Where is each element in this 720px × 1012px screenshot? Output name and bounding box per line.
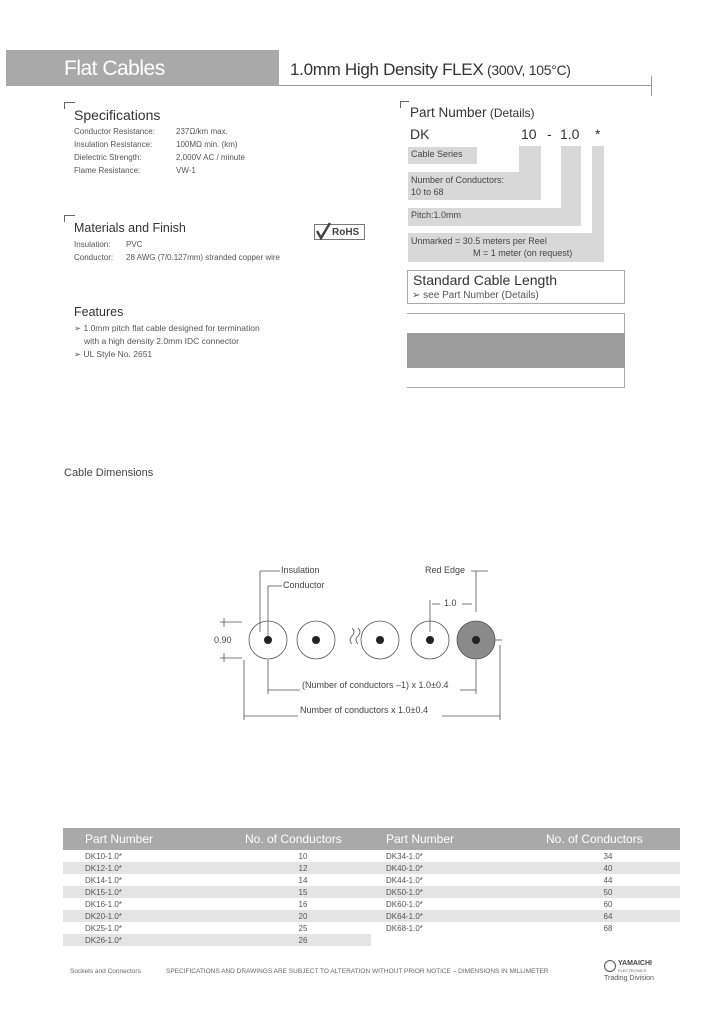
label-outer-formula: Number of conductors x 1.0±0.4 <box>300 705 429 715</box>
table-row: DK12-1.0* 12 <box>63 862 371 874</box>
col-conductors: No. of Conductors <box>235 828 371 850</box>
standard-length-note: ➢ see Part Number (Details) <box>412 290 539 301</box>
category-title: Flat Cables <box>64 57 165 80</box>
table-row: DK60-1.0* 60 <box>386 899 613 909</box>
code-pitch: 1.0 <box>560 126 580 142</box>
table-row: DK34-1.0* 34 <box>386 851 613 861</box>
label-red-edge: Red Edge <box>425 565 466 575</box>
break-symbol <box>350 628 360 644</box>
table-row: DK40-1.0* 40 <box>364 862 680 874</box>
conductor-dot <box>472 636 480 644</box>
conductor-dot <box>426 636 434 644</box>
spec-row: Insulation Resistance: 100MΩ min. (km) <box>74 140 238 149</box>
feature-item-continued: with a high density 2.0mm IDC connector <box>84 336 239 346</box>
table-row: DK50-1.0* 50 <box>364 886 680 898</box>
table-row: DK10-1.0* 10 <box>85 851 308 861</box>
footer-notice: SPECIFICATIONS AND DRAWINGS ARE SUBJECT TO ALTERATION WITHOUT PRIOR NOTICE – DIMENSIONS IN MILLIMETER <box>166 968 549 975</box>
table-row: DK68-1.0* 68 <box>386 923 613 933</box>
conductor-dot <box>376 636 384 644</box>
conductor-dot <box>312 636 320 644</box>
arrow-icon: ➢ <box>74 323 84 333</box>
code-conductors: 10 <box>521 126 537 142</box>
materials-title: Materials and Finish <box>74 221 186 235</box>
table-row: DK64-1.0* 64 <box>364 910 680 922</box>
cable-series-box: Cable Series <box>408 147 477 164</box>
col-part-number: Part Number <box>63 828 235 850</box>
product-main: 1.0mm High Density FLEX <box>290 60 484 79</box>
label-inner-formula: (Number of conductors –1) x 1.0±0.4 <box>302 680 449 690</box>
table-row: DK26-1.0* 26 <box>63 934 371 946</box>
conductor-dot <box>264 636 272 644</box>
length-option-box: Unmarked = 30.5 meters per Reel M = 1 meter (on request) <box>408 233 604 262</box>
code-dk: DK <box>410 126 430 142</box>
table-row: DK14-1.0* 14 <box>85 875 308 885</box>
code-dash: - <box>547 126 552 142</box>
product-rating: (300V, 105°C) <box>483 62 571 78</box>
table-row: DK20-1.0* 20 <box>63 910 371 922</box>
materials-conductor: Conductor: 28 AWG (7/0.127mm) stranded copper wire <box>74 253 280 262</box>
spec-row: Conductor Resistance: 237Ω/km max. <box>74 127 228 136</box>
specifications-title: Specifications <box>74 107 161 123</box>
dimensions-title: Cable Dimensions <box>64 467 154 479</box>
conductors-box: Number of Conductors: 10 to 68 <box>408 172 541 200</box>
label-insulation: Insulation <box>281 565 320 575</box>
label-pitch: 1.0 <box>444 598 457 608</box>
spec-row: Flame Resistance: VW-1 <box>74 166 196 175</box>
label-thickness: 0.90 <box>214 635 232 645</box>
arrow-icon: ➢ <box>74 349 84 359</box>
col-conductors: No. of Conductors <box>536 828 680 850</box>
part-table-right <box>364 828 680 934</box>
rohs-label: RoHS <box>332 227 360 238</box>
col-part-number: Part Number <box>364 828 536 850</box>
table-row: DK16-1.0* 16 <box>85 899 308 909</box>
feature-item: ➢ 1.0mm pitch flat cable designed for termination <box>74 323 260 333</box>
part-table-left <box>63 828 371 946</box>
footer-brand: YAMAICHI <box>618 960 652 967</box>
table-row: DK15-1.0* 15 <box>63 886 371 898</box>
standard-length-title: Standard Cable Length <box>413 272 557 288</box>
arrow-icon: ➢ <box>412 290 424 301</box>
footer-category: Sockets and Connectors <box>70 968 141 975</box>
label-conductor: Conductor <box>283 580 325 590</box>
yamaichi-logo-icon <box>604 960 616 972</box>
spec-row: Dielectric Strength: 2,000V AC / minute <box>74 153 245 162</box>
table-row: DK44-1.0* 44 <box>386 875 613 885</box>
table-header <box>364 828 680 850</box>
footer-brand-sub: ELECTRONICS <box>618 968 647 973</box>
materials-insulation: Insulation: PVC <box>74 240 143 249</box>
feature-item: ➢ UL Style No. 2651 <box>74 349 153 359</box>
table-header <box>63 828 371 850</box>
footer-division: Trading Division <box>604 975 654 982</box>
code-suffix: * <box>595 126 601 142</box>
features-title: Features <box>74 305 124 319</box>
part-number-title: Part Number (Details) <box>410 105 535 120</box>
table-row: DK25-1.0* 25 <box>85 923 308 933</box>
pitch-box: Pitch:1.0mm <box>408 208 581 226</box>
